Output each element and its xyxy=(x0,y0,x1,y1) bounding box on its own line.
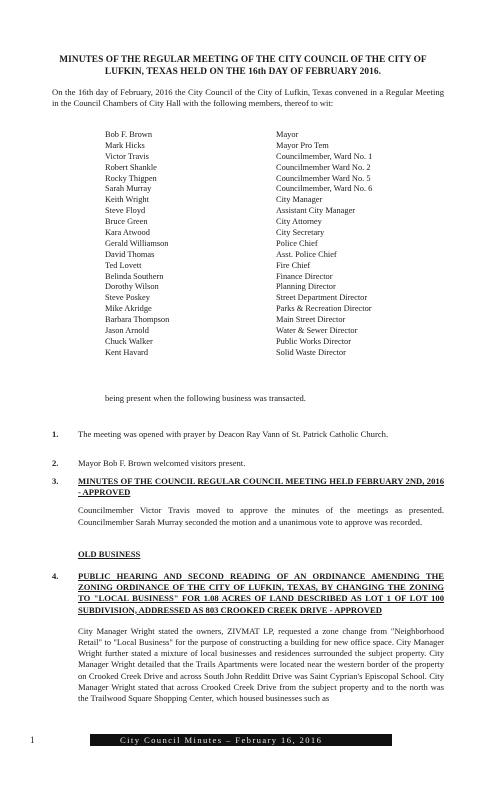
attendee-title: Asst. Police Chief xyxy=(276,249,337,259)
attendee-name: Bob F. Brown xyxy=(105,130,153,139)
item-number: 2. xyxy=(52,458,59,468)
attendee-row xyxy=(105,261,405,272)
attendee-title: Councilmember Ward No. 2 xyxy=(276,162,371,172)
attendee-title: Public Works Director xyxy=(276,336,351,346)
attendee-row xyxy=(105,315,405,326)
document-title: MINUTES OF THE REGULAR MEETING OF THE CITY COUNCIL OF THE CITY OF LUFKIN, TEXAS HELD ON THE 16th DAY OF FEBRUARY 2016. xyxy=(59,55,427,77)
attendee-row xyxy=(105,326,405,337)
item-number: 4. xyxy=(52,571,59,581)
attendee-row xyxy=(105,239,405,250)
attendee-title: Councilmember, Ward No. 6 xyxy=(276,184,373,194)
page-number: 1 xyxy=(30,735,35,745)
item-text: City Manager Wright stated the owners, ZIVMAT LP, requested a zone change from "Neighborhood Retail" to "Local Business" for the purpose of constructing a building for new office space. City Manager Wright further stated a mixture of local businesses and residences surrounded the subject property. City Manager Wright detailed that the Trails Apartments were located near the western border of the property on Crooked Creek Drive and across South John Redditt Drive was Saint Cyprian's Episcopal School. City Manager Wright stated that across Crooked Creek Drive from the subject property and to the north was the Trailwood Square Shopping Center, which housed businesses such as xyxy=(78,625,444,704)
old-business-heading: OLD BUSINESS xyxy=(78,549,141,559)
attendee-row xyxy=(105,195,405,206)
attendee-name: Kara Atwood xyxy=(105,228,150,238)
attendee-name: Bruce Green xyxy=(105,217,148,227)
attendee-name: Sarah Murray xyxy=(105,184,152,194)
attendee-title: Water & Sewer Director xyxy=(276,326,358,336)
attendee-row xyxy=(105,141,405,152)
attendee-name: Robert Shankle xyxy=(105,162,157,172)
attendee-name: Barbara Thompson xyxy=(105,315,170,325)
item-text: The meeting was opened with prayer by Deacon Ray Vann of St. Patrick Catholic Church. xyxy=(78,429,389,439)
attendee-title: Mayor Pro Tem xyxy=(276,140,329,150)
attendee-row xyxy=(105,250,405,261)
attendee-row xyxy=(105,228,405,239)
attendee-row xyxy=(105,130,405,141)
attendee-name: Ted Lovett xyxy=(105,260,142,270)
attendee-row xyxy=(105,206,405,217)
attendee-title: Mayor xyxy=(276,130,299,139)
intro-paragraph: On the 16th day of February, 2016 the City Council of the City of Lufkin, Texas convened in a Regular Meeting in the Council Chambers of City Hall with the following members, thereof to wit: xyxy=(52,87,444,109)
attendee-title: Police Chief xyxy=(276,238,318,248)
attendee-name: Mark Hicks xyxy=(105,140,145,150)
attendee-name: Belinda Southern xyxy=(105,271,164,281)
attendee-row xyxy=(105,293,405,304)
attendee-title: City Attorney xyxy=(276,217,322,227)
attendee-title: Solid Waste Director xyxy=(276,347,346,357)
agenda-item-4 xyxy=(52,571,444,704)
item-number: 1. xyxy=(52,429,59,439)
item-text: Mayor Bob F. Brown welcomed visitors present. xyxy=(78,458,246,468)
attendee-title: Planning Director xyxy=(276,282,336,292)
running-title-bar: City Council Minutes – February 16, 2016 xyxy=(90,734,392,746)
attendee-row xyxy=(105,348,405,359)
attendee-name: Steve Poskey xyxy=(105,293,150,303)
attendee-title: Councilmember, Ward No. 1 xyxy=(276,151,373,161)
agenda-item-2 xyxy=(52,458,444,469)
item-number: 3. xyxy=(52,476,59,486)
agenda-item-1 xyxy=(52,429,444,440)
attendee-title: City Manager xyxy=(276,195,323,205)
attendee-name: Dorothy Wilson xyxy=(105,282,159,292)
attendee-title: Fire Chief xyxy=(276,260,311,270)
attendee-row xyxy=(105,217,405,228)
attendee-name: Gerald Williamson xyxy=(105,238,169,248)
attendee-title: Main Street Director xyxy=(276,315,346,325)
attendee-name: Jason Arnold xyxy=(105,326,149,336)
item-text: Councilmember Victor Travis moved to approve the minutes of the meetings as presented. Councilmember Sarah Murray seconded the motion and a unanimous vote to approve was recorded. xyxy=(78,505,444,527)
attendee-title: Councilmember Ward No. 5 xyxy=(276,173,371,183)
attendee-title: City Secretary xyxy=(276,228,325,238)
attendee-row xyxy=(105,152,405,163)
attendee-row xyxy=(105,272,405,283)
page-footer xyxy=(30,733,470,747)
item-heading: MINUTES OF THE COUNCIL REGULAR COUNCIL MEETING HELD FEBRUARY 2ND, 2016 - APPROVED xyxy=(78,476,444,498)
attendee-title: Finance Director xyxy=(276,271,333,281)
attendee-name: Mike Akridge xyxy=(105,304,152,314)
attendee-row xyxy=(105,282,405,293)
attendee-name: David Thomas xyxy=(105,249,155,259)
attendee-row xyxy=(105,337,405,348)
present-statement: being present when the following business was transacted. xyxy=(105,393,306,403)
attendee-row xyxy=(105,174,405,185)
agenda-item-3 xyxy=(52,476,444,528)
item-heading: PUBLIC HEARING AND SECOND READING OF AN ORDINANCE AMENDING THE ZONING ORDINANCE OF THE CITY OF LUFKIN, TEXAS, BY CHANGING THE ZONING TO "LOCAL BUSINESS" FOR 1.08 ACRES OF LAND DESCRIBED AS LOT 1 OF LOT 100 SUBDIVISION, ADDRESSED AS 803 CROOKED CREEK DRIVE - APPROVED xyxy=(78,571,444,615)
attendee-name: Kent Havard xyxy=(105,347,149,357)
attendee-title: Parks & Recreation Director xyxy=(276,304,372,314)
attendee-roster xyxy=(105,130,405,359)
attendee-name: Chuck Walker xyxy=(105,336,153,346)
attendee-title: Street Department Director xyxy=(276,293,368,303)
attendee-name: Keith Wright xyxy=(105,195,149,205)
attendee-name: Steve Floyd xyxy=(105,206,146,216)
attendee-row xyxy=(105,304,405,315)
attendee-row xyxy=(105,163,405,174)
attendee-name: Rocky Thigpen xyxy=(105,173,157,183)
attendee-row xyxy=(105,184,405,195)
attendee-name: Victor Travis xyxy=(105,151,149,161)
attendee-title: Assistant City Manager xyxy=(276,206,356,216)
